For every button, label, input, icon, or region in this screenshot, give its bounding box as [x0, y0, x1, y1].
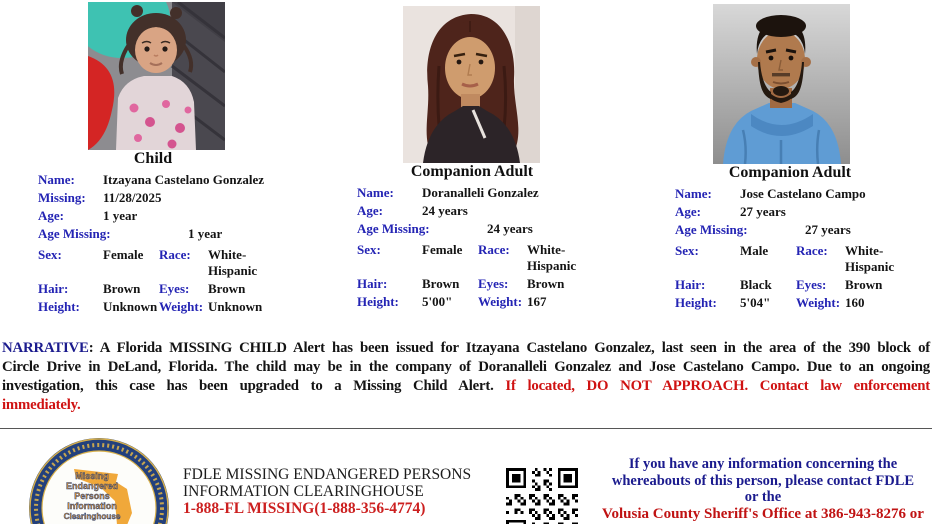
hair-label: Hair: [357, 276, 388, 291]
hair-eyes-row [357, 276, 587, 292]
narrative-line-1 [2, 339, 930, 358]
hair-label: Hair: [38, 281, 69, 296]
name-row [357, 185, 587, 201]
name-label: Name: [357, 185, 394, 200]
clearinghouse-title-line-2: INFORMATION CLEARINGHOUSE [183, 482, 424, 500]
logo-word: Clearinghouse [63, 512, 121, 521]
race-value: White-Hispanic [527, 242, 577, 273]
age-label: Age: [357, 203, 383, 218]
age-missing-label: Age Missing: [38, 226, 111, 241]
child-photo [88, 2, 268, 150]
info-line-2: whereabouts of this person, please contact FDLE [611, 472, 915, 489]
clearinghouse-contact [183, 467, 471, 518]
narrative-label: NARRATIVE [2, 340, 89, 356]
narrative [2, 339, 930, 415]
hair-label: Hair: [675, 277, 706, 292]
age-missing-row [675, 222, 905, 238]
hair-eyes-row [38, 281, 268, 297]
fdle-clearinghouse-logo [28, 437, 170, 524]
narrative-text: investigation, this case has been upgraded to a Missing Child Alert. [2, 378, 506, 394]
age-missing-value: 24 years [487, 221, 533, 236]
race-label: Race: [796, 243, 828, 258]
name-label: Name: [675, 186, 712, 201]
height-weight-row [38, 299, 268, 315]
age-missing-row [357, 221, 587, 237]
info-line-1: If you have any information concerning the [628, 456, 898, 472]
name-row [675, 186, 905, 202]
age-value: 1 year [103, 208, 138, 223]
height-weight-row [675, 295, 905, 311]
height-weight-row [357, 294, 587, 310]
age-row [38, 208, 268, 224]
age-value: 24 years [422, 203, 468, 218]
profile-heading: Child [133, 150, 173, 167]
narrative-line-3 [2, 377, 930, 396]
sex-value: Male [740, 243, 769, 258]
sex-label: Sex: [38, 247, 62, 262]
sheriff-contact-line: Volusia County Sheriff's Office at 386-943-8276 or [602, 506, 924, 522]
weight-label: Weight: [796, 295, 841, 310]
height-label: Height: [675, 295, 717, 310]
hair-value: Black [740, 277, 772, 292]
companion-adult-2-photo [713, 4, 905, 164]
info-line-3: or the [744, 489, 782, 505]
missing-label: Missing: [38, 190, 86, 205]
height-label: Height: [38, 299, 80, 314]
age-row [357, 203, 587, 219]
information-notice [596, 456, 930, 523]
eyes-value: Brown [208, 281, 246, 296]
eyes-label: Eyes: [796, 277, 827, 292]
age-row [675, 204, 905, 220]
age-label: Age: [38, 208, 64, 223]
sex-label: Sex: [675, 243, 699, 258]
narrative-line-4: immediately. [2, 397, 81, 413]
weight-value: 160 [845, 295, 865, 310]
hair-value: Brown [103, 281, 141, 296]
height-value: Unknown [103, 299, 158, 314]
narrative-alert-text: If located, DO NOT APPROACH. Contact law enforcement [505, 378, 930, 394]
logo-word: Endangered [65, 481, 119, 491]
profile-heading: Companion Adult [728, 164, 852, 181]
sex-value: Female [422, 242, 463, 257]
profile-card-companion-adult-2 [675, 4, 905, 313]
missing-value: 11/28/2025 [103, 190, 162, 205]
hair-value: Brown [422, 276, 460, 291]
weight-value: 167 [527, 294, 547, 309]
race-value: White-Hispanic [845, 243, 895, 274]
narrative-line-2: Circle Drive in DeLand, Florida. The child may be in the company of Doranalleli Gonzalez and Jose Castelano Campo. Due to an ongoing [2, 359, 930, 375]
sex-race-row [38, 247, 268, 279]
name-value: Jose Castelano Campo [740, 186, 866, 201]
weight-label: Weight: [478, 294, 523, 309]
narrative-text: : A Florida MISSING CHILD Alert has been issued for Itzayana Castelano Gonzalez, last seen in the area of the 390 block of [88, 340, 930, 356]
section-divider [0, 428, 932, 429]
name-value: Doranalleli Gonzalez [422, 185, 539, 200]
sex-race-row [675, 243, 905, 275]
profile-card-child [38, 2, 268, 317]
age-missing-label: Age Missing: [357, 221, 430, 236]
clearinghouse-title-line-1: FDLE MISSING ENDANGERED PERSONS [183, 466, 472, 483]
race-value: White-Hispanic [208, 247, 258, 278]
eyes-label: Eyes: [478, 276, 509, 291]
logo-word: Missing [75, 471, 109, 481]
companion-adult-1-photo [403, 6, 587, 163]
eyes-label: Eyes: [159, 281, 190, 296]
age-missing-value: 27 years [805, 222, 851, 237]
name-row [38, 172, 268, 188]
name-label: Name: [38, 172, 75, 187]
age-label: Age: [675, 204, 701, 219]
hair-eyes-row [675, 277, 905, 293]
profile-heading: Companion Adult [410, 163, 534, 180]
sex-label: Sex: [357, 242, 381, 257]
name-value: Itzayana Castelano Gonzalez [103, 172, 265, 187]
age-value: 27 years [740, 204, 786, 219]
logo-word: Information [67, 501, 117, 511]
weight-label: Weight: [159, 299, 204, 314]
eyes-value: Brown [845, 277, 883, 292]
qr-code [506, 468, 578, 524]
height-value: 5'04" [740, 295, 771, 310]
weight-value: Unknown [208, 299, 263, 314]
age-missing-value: 1 year [188, 226, 223, 241]
height-label: Height: [357, 294, 399, 309]
height-value: 5'00" [422, 294, 453, 309]
missing-row [38, 190, 268, 206]
race-label: Race: [159, 247, 191, 262]
sex-race-row [357, 242, 587, 274]
age-missing-row [38, 226, 268, 242]
age-missing-label: Age Missing: [675, 222, 748, 237]
eyes-value: Brown [527, 276, 565, 291]
profile-card-companion-adult-1 [357, 6, 587, 312]
logo-word: Persons [74, 491, 110, 501]
sex-value: Female [103, 247, 144, 262]
race-label: Race: [478, 242, 510, 257]
clearinghouse-phone: 1-888-FL MISSING(1-888-356-4774) [183, 500, 426, 517]
